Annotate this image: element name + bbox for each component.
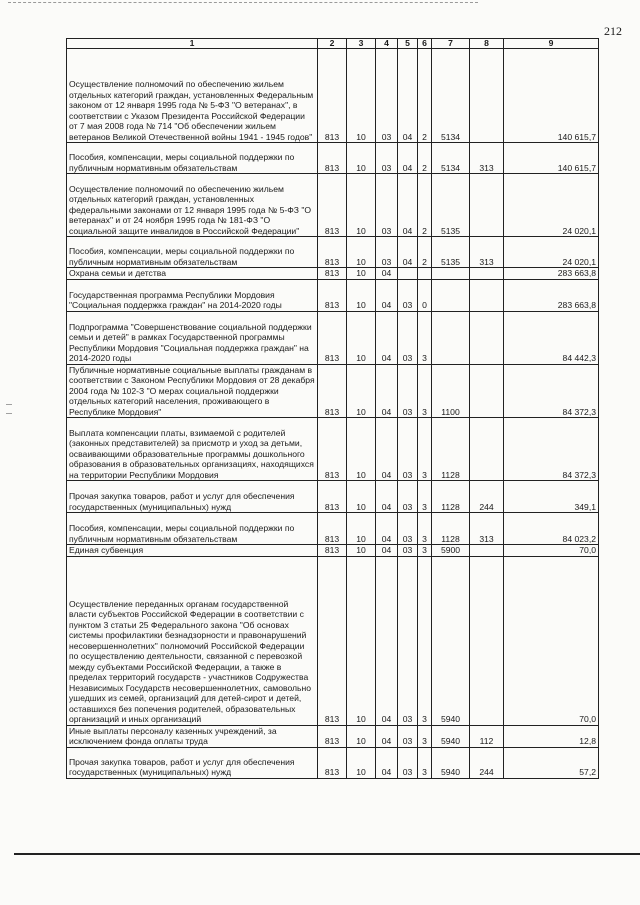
amount-cell: 84 372,3	[504, 418, 599, 481]
target-code-cell	[432, 311, 470, 364]
subprogram-cell: 0	[418, 279, 432, 311]
table-row	[67, 481, 599, 513]
section-cell: 10	[347, 364, 376, 418]
row-name-cell: Прочая закупка товаров, работ и услуг для обеспечения государственных (муниципальных) нужд	[67, 481, 318, 513]
header-row	[67, 39, 599, 49]
amount-cell: 283 663,8	[504, 279, 599, 311]
table-row	[67, 418, 599, 481]
expense-type-cell	[470, 556, 504, 725]
subsection-cell: 04	[376, 545, 398, 557]
top-scan-rule	[8, 2, 478, 3]
expense-type-cell: 313	[470, 513, 504, 545]
expense-type-cell	[470, 279, 504, 311]
section-cell: 10	[347, 279, 376, 311]
section-cell: 10	[347, 237, 376, 268]
row-name-cell: Выплата компенсации платы, взимаемой с родителей (законных представителей) за присмотр и уход за детьми, осваивающими образовательные программы дошкольного образования в образовательных организациях, находящихся на территории Республики Мордовия	[67, 418, 318, 481]
amount-cell: 12,8	[504, 725, 599, 747]
budget-table	[66, 38, 599, 779]
column-header: 6	[418, 39, 432, 49]
table-row	[67, 364, 599, 418]
program-cell: 04	[398, 143, 418, 174]
row-name-cell: Осуществление переданных органам государственной власти субъектов Российской Федерации в соответствии с пунктом 3 статьи 25 Федерального закона "Об основах системы профилактики безнадзорности и правонарушений несовершеннолетних" полномочий Российской Федерации по осуществлению деятельности, связанной с перевозкой между субъектами Российской Федерации, а также в пределах территорий государств - участников Содружества Независимых Государств несовершеннолетних, самовольно ушедших из семей, организаций для детей-сирот и детей, оставшихся без попечения родителей, образовательных организаций и иных организаций	[67, 556, 318, 725]
table-row	[67, 513, 599, 545]
amount-cell: 24 020,1	[504, 174, 599, 237]
section-cell: 10	[347, 747, 376, 778]
amount-cell: 140 615,7	[504, 143, 599, 174]
section-cell: 10	[347, 311, 376, 364]
subsection-cell: 04	[376, 725, 398, 747]
program-cell: 04	[398, 174, 418, 237]
subsection-cell: 04	[376, 513, 398, 545]
subprogram-cell: 2	[418, 49, 432, 143]
section-cell: 10	[347, 143, 376, 174]
target-code-cell: 5900	[432, 545, 470, 557]
admin-code-cell: 813	[318, 268, 347, 280]
subsection-cell: 03	[376, 49, 398, 143]
expense-type-cell	[470, 545, 504, 557]
admin-code-cell: 813	[318, 279, 347, 311]
admin-code-cell: 813	[318, 556, 347, 725]
amount-cell: 84 372,3	[504, 364, 599, 418]
expense-type-cell	[470, 268, 504, 280]
target-code-cell: 5940	[432, 556, 470, 725]
column-header: 3	[347, 39, 376, 49]
expense-type-cell	[470, 364, 504, 418]
row-name-cell: Пособия, компенсации, меры социальной поддержки по публичным нормативным обязательствам	[67, 237, 318, 268]
table-row	[67, 747, 599, 778]
program-cell: 03	[398, 556, 418, 725]
subsection-cell: 03	[376, 237, 398, 268]
target-code-cell: 5135	[432, 174, 470, 237]
subsection-cell: 03	[376, 174, 398, 237]
subprogram-cell: 3	[418, 556, 432, 725]
program-cell: 04	[398, 237, 418, 268]
table-row	[67, 49, 599, 143]
subsection-cell: 03	[376, 143, 398, 174]
section-cell: 10	[347, 174, 376, 237]
program-cell: 03	[398, 481, 418, 513]
expense-type-cell: 313	[470, 143, 504, 174]
subsection-cell: 04	[376, 268, 398, 280]
admin-code-cell: 813	[318, 747, 347, 778]
target-code-cell: 1128	[432, 481, 470, 513]
subsection-cell: 04	[376, 556, 398, 725]
target-code-cell: 5135	[432, 237, 470, 268]
target-code-cell: 5940	[432, 725, 470, 747]
table-row	[67, 143, 599, 174]
admin-code-cell: 813	[318, 311, 347, 364]
program-cell: 03	[398, 311, 418, 364]
row-name-cell: Публичные нормативные социальные выплаты гражданам в соответствии с Законом Республики Мордовия от 28 декабря 2004 года № 102-З "О мерах социальной поддержки отдельных категорий населения, проживающего в Республике Мордовия"	[67, 364, 318, 418]
amount-cell: 24 020,1	[504, 237, 599, 268]
section-cell: 10	[347, 49, 376, 143]
column-header: 9	[504, 39, 599, 49]
bottom-scan-rule	[14, 853, 640, 855]
program-cell: 03	[398, 545, 418, 557]
table-row	[67, 174, 599, 237]
subprogram-cell: 3	[418, 481, 432, 513]
program-cell: 04	[398, 49, 418, 143]
section-cell: 10	[347, 556, 376, 725]
target-code-cell: 1128	[432, 418, 470, 481]
table-row	[67, 545, 599, 557]
amount-cell: 70,0	[504, 556, 599, 725]
subprogram-cell: 3	[418, 311, 432, 364]
program-cell: 03	[398, 279, 418, 311]
column-header: 1	[67, 39, 318, 49]
program-cell: 03	[398, 725, 418, 747]
target-code-cell: 5134	[432, 49, 470, 143]
table-body	[67, 49, 599, 779]
amount-cell: 70,0	[504, 545, 599, 557]
target-code-cell: 5940	[432, 747, 470, 778]
program-cell: 03	[398, 747, 418, 778]
table-row	[67, 279, 599, 311]
section-cell: 10	[347, 513, 376, 545]
amount-cell: 84 442,3	[504, 311, 599, 364]
target-code-cell: 1100	[432, 364, 470, 418]
table-row	[67, 311, 599, 364]
amount-cell: 140 615,7	[504, 49, 599, 143]
expense-type-cell: 244	[470, 747, 504, 778]
subsection-cell: 04	[376, 311, 398, 364]
row-name-cell: Охрана семьи и детства	[67, 268, 318, 280]
subprogram-cell: 3	[418, 418, 432, 481]
subprogram-cell: 2	[418, 174, 432, 237]
subsection-cell: 04	[376, 418, 398, 481]
program-cell: 03	[398, 364, 418, 418]
margin-mark	[6, 413, 12, 414]
table-row	[67, 268, 599, 280]
expense-type-cell	[470, 418, 504, 481]
row-name-cell: Подпрограмма "Совершенствование социальной поддержки семьи и детей" в рамках Государственной программы Республики Мордовия "Социальная поддержка граждан" на 2014-2020 годы	[67, 311, 318, 364]
target-code-cell	[432, 279, 470, 311]
column-header: 5	[398, 39, 418, 49]
target-code-cell	[432, 268, 470, 280]
row-name-cell: Государственная программа Республики Мордовия "Социальная поддержка граждан" на 2014-2020 годы	[67, 279, 318, 311]
amount-cell: 283 663,8	[504, 268, 599, 280]
subsection-cell: 04	[376, 481, 398, 513]
target-code-cell: 1128	[432, 513, 470, 545]
admin-code-cell: 813	[318, 545, 347, 557]
expense-type-cell	[470, 311, 504, 364]
admin-code-cell: 813	[318, 174, 347, 237]
subprogram-cell: 3	[418, 545, 432, 557]
subsection-cell: 04	[376, 747, 398, 778]
expense-type-cell: 112	[470, 725, 504, 747]
admin-code-cell: 813	[318, 237, 347, 268]
column-header: 7	[432, 39, 470, 49]
expense-type-cell: 244	[470, 481, 504, 513]
expense-type-cell	[470, 49, 504, 143]
subprogram-cell: 3	[418, 513, 432, 545]
amount-cell: 349,1	[504, 481, 599, 513]
row-name-cell: Прочая закупка товаров, работ и услуг для обеспечения государственных (муниципальных) нужд	[67, 747, 318, 778]
admin-code-cell: 813	[318, 418, 347, 481]
amount-cell: 84 023,2	[504, 513, 599, 545]
table-row	[67, 725, 599, 747]
amount-cell: 57,2	[504, 747, 599, 778]
column-header: 4	[376, 39, 398, 49]
subprogram-cell: 2	[418, 237, 432, 268]
expense-type-cell	[470, 174, 504, 237]
program-cell	[398, 268, 418, 280]
row-name-cell: Пособия, компенсации, меры социальной поддержки по публичным нормативным обязательствам	[67, 143, 318, 174]
program-cell: 03	[398, 513, 418, 545]
program-cell: 03	[398, 418, 418, 481]
section-cell: 10	[347, 545, 376, 557]
row-name-cell: Единая субвенция	[67, 545, 318, 557]
admin-code-cell: 813	[318, 513, 347, 545]
subprogram-cell: 3	[418, 364, 432, 418]
row-name-cell: Осуществление полномочий по обеспечению жильем отдельных категорий граждан, установленных федеральными законами от 12 января 1995 года № 5-ФЗ "О ветеранах" и от 24 ноября 1995 года № 181-ФЗ "О социальной защите инвалидов в Российской Федерации"	[67, 174, 318, 237]
table-row	[67, 237, 599, 268]
section-cell: 10	[347, 268, 376, 280]
admin-code-cell: 813	[318, 481, 347, 513]
section-cell: 10	[347, 725, 376, 747]
subprogram-cell: 2	[418, 143, 432, 174]
admin-code-cell: 813	[318, 143, 347, 174]
admin-code-cell: 813	[318, 725, 347, 747]
row-name-cell: Иные выплаты персоналу казенных учреждений, за исключением фонда оплаты труда	[67, 725, 318, 747]
column-header: 8	[470, 39, 504, 49]
margin-mark	[6, 404, 12, 405]
subprogram-cell: 3	[418, 747, 432, 778]
row-name-cell: Осуществление полномочий по обеспечению жильем отдельных категорий граждан, установленных Федеральным законом от 12 января 1995 года № 5-ФЗ "О ветеранах", в соответствии с Указом Президента Российской Федерации от 7 мая 2008 года № 714 "Об обеспечении жильем ветеранов Великой Отечественной войны 1941 - 1945 годов"	[67, 49, 318, 143]
section-cell: 10	[347, 418, 376, 481]
subsection-cell: 04	[376, 364, 398, 418]
subprogram-cell: 3	[418, 725, 432, 747]
admin-code-cell: 813	[318, 364, 347, 418]
target-code-cell: 5134	[432, 143, 470, 174]
expense-type-cell: 313	[470, 237, 504, 268]
subprogram-cell	[418, 268, 432, 280]
table-row	[67, 556, 599, 725]
column-header: 2	[318, 39, 347, 49]
page-number: 212	[604, 24, 622, 38]
section-cell: 10	[347, 481, 376, 513]
row-name-cell: Пособия, компенсации, меры социальной поддержки по публичным нормативным обязательствам	[67, 513, 318, 545]
admin-code-cell: 813	[318, 49, 347, 143]
subsection-cell: 04	[376, 279, 398, 311]
